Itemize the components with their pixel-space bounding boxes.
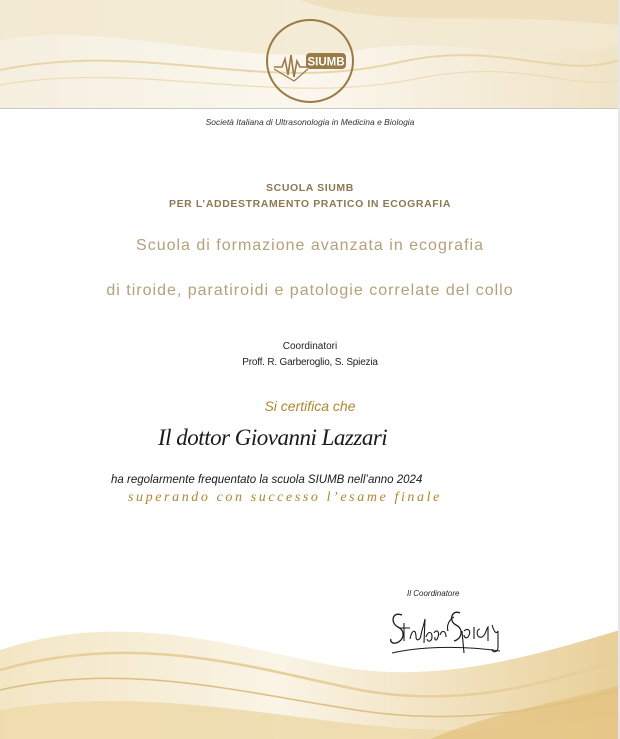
recipient-name: Il dottor Giovanni Lazzari — [158, 425, 388, 450]
exam-statement: superando con successo l’esame finale — [128, 490, 442, 505]
coordinators-title: Coordinatori — [282, 341, 338, 352]
bottom-wave-decoration — [0, 590, 620, 739]
certifies-heading: Si certifica che — [264, 398, 356, 414]
logo-text: SIUMB — [307, 56, 345, 69]
society-name: Società Italiana di Ultrasonologia in Medicina e Biologia — [205, 117, 415, 127]
signature-label: Il Coordinatore — [407, 589, 460, 598]
coordinators-names: Proff. R. Garberoglio, S. Spiezia — [242, 357, 378, 368]
school-title-line2: PER L’ADDESTRAMENTO PRATICO IN ECOGRAFIA — [168, 198, 452, 210]
coordinator-signature — [388, 601, 506, 661]
school-title — [0, 180, 620, 212]
siumb-logo — [264, 17, 356, 105]
header-rule — [0, 108, 620, 109]
course-title-line1: Scuola di formazione avanzata in ecografia — [136, 237, 484, 254]
attendance-statement: ha regolarmente frequentato la scuola SIUMB nell’anno 2024 — [111, 474, 423, 486]
school-title-line1: SCUOLA SIUMB — [266, 182, 354, 194]
course-title-line2: di tiroide, paratiroidi e patologie correlate del collo — [106, 282, 514, 299]
